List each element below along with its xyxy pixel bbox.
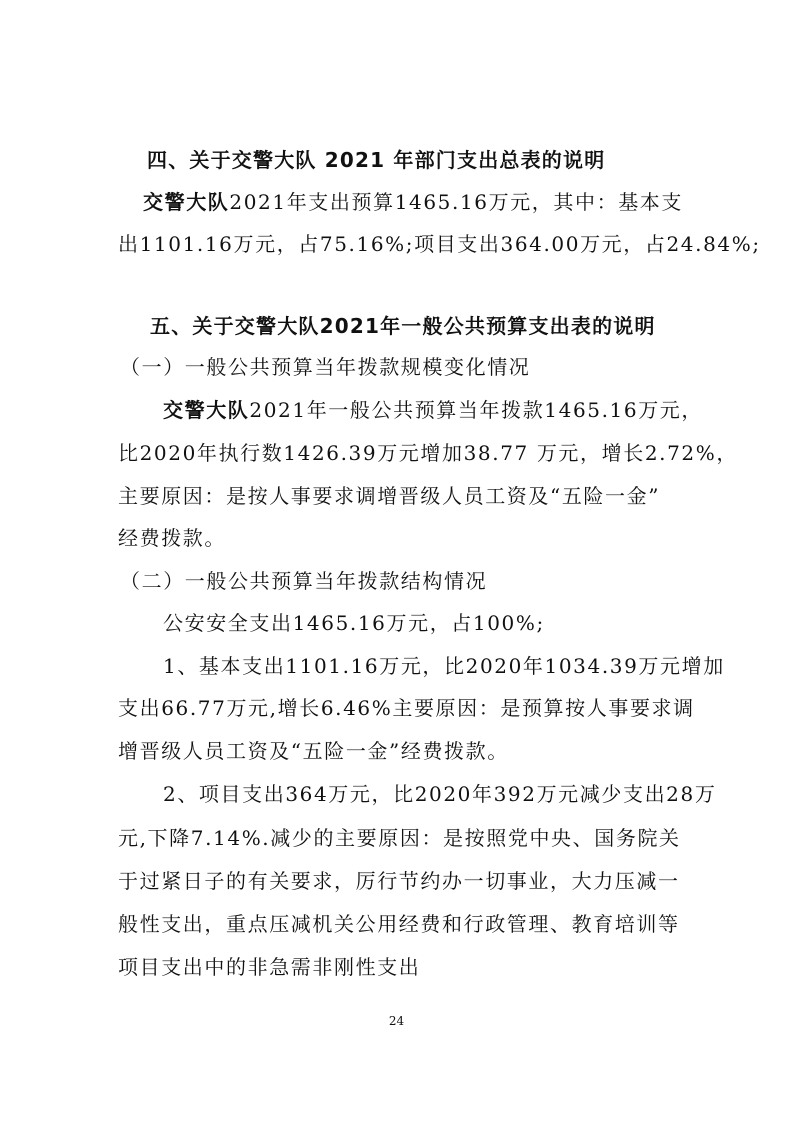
section4-paragraph-line: [143, 189, 683, 215]
paragraph-line: 项目支出中的非急需非刚性支出: [118, 955, 421, 979]
paragraph-line: 增晋级人员工资及“五险一金”经费拨款。: [118, 739, 509, 763]
paragraph-line: 1、基本支出1101.16万元，比2020年1034.39万元增加: [163, 654, 725, 678]
bold-unit-name: 交警大队: [143, 190, 230, 214]
section4-paragraph-line: 出1101.16万元，占75.16%;项目支出364.00万元，占24.84%;: [118, 232, 761, 256]
section4-heading: 四、关于交警大队 2021 年部门支出总表的说明: [147, 148, 606, 172]
page-number: 24: [388, 1014, 405, 1028]
text: 2021年一般公共预算当年拨款1465.16万元，: [249, 398, 704, 422]
paragraph-line: 公安安全支出1465.16万元，占100%;: [163, 611, 545, 635]
paragraph-line: [163, 397, 703, 423]
paragraph-line: 支出66.77万元,增长6.46%主要原因：是预算按人事要求调: [118, 696, 695, 720]
paragraph-line: 主要原因：是按人事要求调增晋级人员工资及“五险一金”: [118, 484, 661, 508]
bold-unit-name: 交警大队: [163, 398, 250, 422]
section5-heading: 五、关于交警大队2021年一般公共预算支出表的说明: [150, 314, 656, 338]
paragraph-line: 比2020年执行数1426.39万元增加38.77 万元，增长2.72%，: [118, 441, 738, 465]
paragraph-line: 元,下降7.14%.减少的主要原因：是按照党中央、国务院关: [118, 826, 681, 850]
paragraph-line: 经费拨款。: [118, 526, 226, 550]
subheading-1: （一）一般公共预算当年拨款规模变化情况: [120, 355, 531, 379]
text: 2021年支出预算1465.16万元，其中：基本支: [229, 190, 684, 214]
paragraph-line: 般性支出，重点压减机关公用经费和行政管理、教育培训等: [118, 912, 680, 936]
paragraph-line: 于过紧日子的有关要求，厉行节约办一切事业，大力压减一: [118, 869, 680, 893]
paragraph-line: 2、项目支出364万元，比2020年392万元减少支出28万: [163, 782, 717, 806]
subheading-2: （二）一般公共预算当年拨款结构情况: [120, 569, 488, 593]
